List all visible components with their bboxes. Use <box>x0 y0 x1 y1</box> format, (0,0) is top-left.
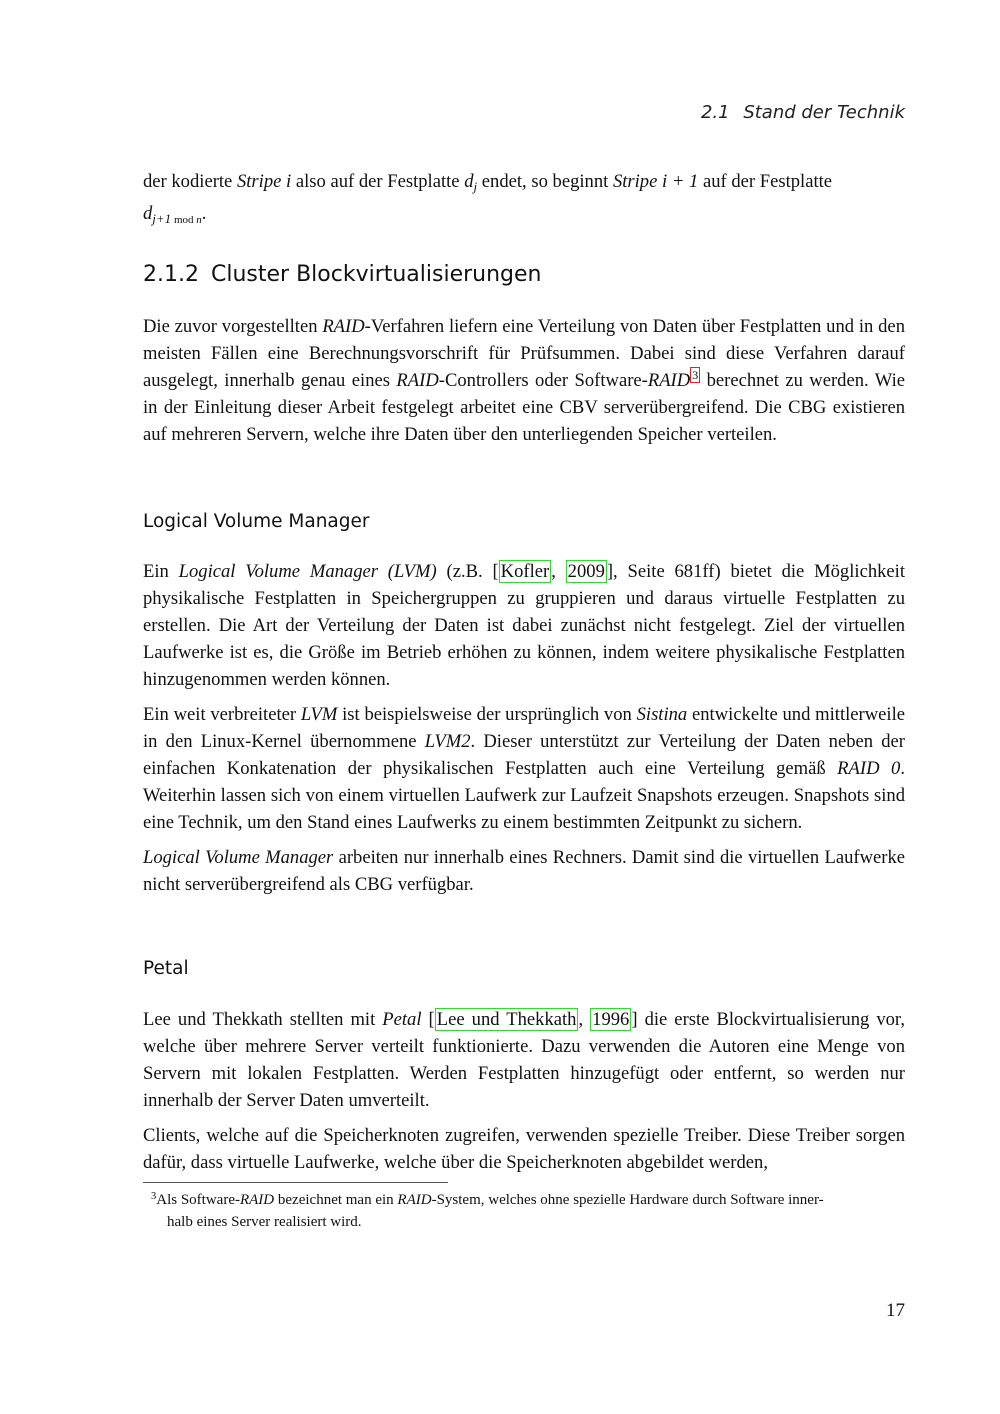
math-i-plus-1: i + 1 <box>662 171 699 192</box>
text: ist beispielsweise der ursprünglich von <box>337 704 637 725</box>
citation-author: Lee und Thekkath <box>436 1009 577 1030</box>
subsection-heading-lvm: Logical Volume Manager <box>143 511 370 532</box>
text: berechnet zu werden. Wie in der Einleitung dieser Arbeit festgelegt arbeitet eine CBV serverübergreifend. Die CBG existieren auf mehreren Servern, welche ihre Daten über den unterliegenden Speicher verteilen. <box>143 370 905 445</box>
math-d: d <box>143 203 153 224</box>
section-title: Cluster Blockvirtualisierungen <box>210 262 542 287</box>
term-raid: RAID <box>239 1192 275 1208</box>
intro-text: also auf der Festplatte <box>291 171 465 192</box>
term-sistina: Sistina <box>636 704 688 725</box>
subsection-heading-petal: Petal <box>143 958 189 979</box>
header-section-number: 2.1 <box>700 102 730 123</box>
text: Ein weit verbreiteter <box>143 704 301 725</box>
math-n: n <box>196 214 202 226</box>
text: ], Seite 681ff) bietet die Möglichkeit physikalische Festplatten in Speichergruppen zu gruppieren und daraus virtuelle Festplatten zu erstellen. Die Art der Verteilung der Daten ist dabei zunächst nicht festgelegt. Ziel der virtuellen Laufwerke ist es, die Größe im Betrieb erhöhen zu können, indem weitere physikalische Festplatten hinzugenommen werden können. <box>143 561 905 690</box>
term-raid0: RAID 0 <box>837 758 901 779</box>
text: -Verfahren liefern eine Verteilung von Daten über Festplatten und in den meisten Fällen eine Berechnungsvorschrift für Prüfsummen. Dabei sind diese Verfahren darauf ausgelegt, innerhalb genau eines <box>143 316 905 391</box>
text: (z.B. [ <box>436 561 499 582</box>
term-lvm: Logical Volume Manager <box>143 847 334 868</box>
text: ] die erste Blockvirtualisierung vor, welche über mehrere Server verteilt funktionierte. Dazu verwenden die Autoren eine Menge von Servern mit lokalen Festplatten. Werden Festplatten hinzugefügt oder entfernt, so werden nur innerhalb der Server Daten umverteilt. <box>143 1009 906 1111</box>
petal-paragraphs <box>143 1006 905 1184</box>
math-mod: mod <box>171 214 197 226</box>
math-i: i <box>286 171 292 192</box>
text: , <box>551 561 566 582</box>
text: entwickelte und mittlerweile in den Linux-Kernel übernommene <box>143 704 905 752</box>
text: Als Software- <box>156 1192 240 1208</box>
text: . Dieser unterstützt zur Verteilung der Daten neben der einfachen Konkatenation der physikalischen Festplatten auch eine Verteilung gemäß <box>143 731 905 779</box>
math-subscript-expr: j+1 <box>152 211 172 226</box>
text: Die zuvor vorgestellten <box>143 316 323 337</box>
section-heading <box>143 262 542 287</box>
intro-text: der kodierte <box>143 171 237 192</box>
term-raid: RAID <box>647 370 691 391</box>
text: bezeichnet man ein <box>274 1192 398 1208</box>
citation-year: 1996 <box>592 1009 630 1030</box>
intro-text: auf der Festplatte <box>698 171 833 192</box>
text: Ein <box>143 561 179 582</box>
text: -Controllers oder Software- <box>438 370 648 391</box>
header-section-title: Stand der Technik <box>743 102 905 123</box>
math-d: d <box>464 171 474 192</box>
citation-link-1996[interactable] <box>590 1008 631 1031</box>
running-header <box>701 102 905 123</box>
citation-year: 2009 <box>567 561 605 582</box>
footnote-divider <box>143 1182 448 1183</box>
text: Lee und Thekkath stellten mit <box>143 1009 383 1030</box>
citation-link-2009[interactable] <box>566 560 607 583</box>
intro-text: . <box>201 203 207 224</box>
citation-author: Kofler <box>500 561 550 582</box>
term-raid: RAID <box>397 1192 432 1208</box>
petal-paragraph-2: Clients, welche auf die Speicherknoten zugreifen, verwenden spezielle Treiber. Diese Treiber sorgen dafür, dass virtuelle Laufwerke, welche über die Speicherknoten abgebildet werden, <box>143 1125 905 1173</box>
citation-link-kofler[interactable] <box>499 560 552 583</box>
text: arbeiten nur innerhalb eines Rechners. Damit sind die virtuellen Laufwerke nicht serverübergreifend als CBG verfügbar. <box>143 847 906 895</box>
text: -System, welches ohne spezielle Hardware durch Software inner- <box>431 1192 824 1208</box>
footnote-line-2: halb eines Server realisiert wird. <box>167 1214 362 1230</box>
text: [ <box>421 1009 435 1030</box>
lvm-paragraphs <box>143 558 905 906</box>
section-number: 2.1.2 <box>143 262 199 287</box>
footnote-mark: 3 <box>151 1191 157 1202</box>
intro-text: endet, so beginnt <box>477 171 613 192</box>
term-raid: RAID <box>322 316 365 337</box>
term-lvm: Logical Volume Manager (LVM) <box>178 561 437 582</box>
term-lvm: LVM <box>300 704 338 725</box>
term-petal: Petal <box>382 1009 422 1030</box>
text: . Weiterhin lassen sich von einem virtuellen Laufwerk zur Laufzeit Snapshots erzeugen. Snapshots sind eine Technik, um den Stand eines Laufwerks zu einem bestimmten Zeitpunkt zu sichern. <box>143 758 905 833</box>
term-stripe: Stripe <box>612 171 658 192</box>
page-number: 17 <box>886 1300 905 1321</box>
term-lvm2: LVM2 <box>424 731 471 752</box>
text: , <box>578 1009 591 1030</box>
citation-link-lee-thekkath[interactable] <box>435 1008 579 1031</box>
cluster-paragraph <box>143 313 905 456</box>
footnote <box>151 1186 905 1233</box>
footnote-reference-link[interactable]: 3 <box>692 368 699 382</box>
math-subscript-j: j <box>473 179 478 194</box>
term-raid: RAID <box>396 370 439 391</box>
intro-paragraph <box>143 168 905 234</box>
term-stripe: Stripe <box>236 171 282 192</box>
